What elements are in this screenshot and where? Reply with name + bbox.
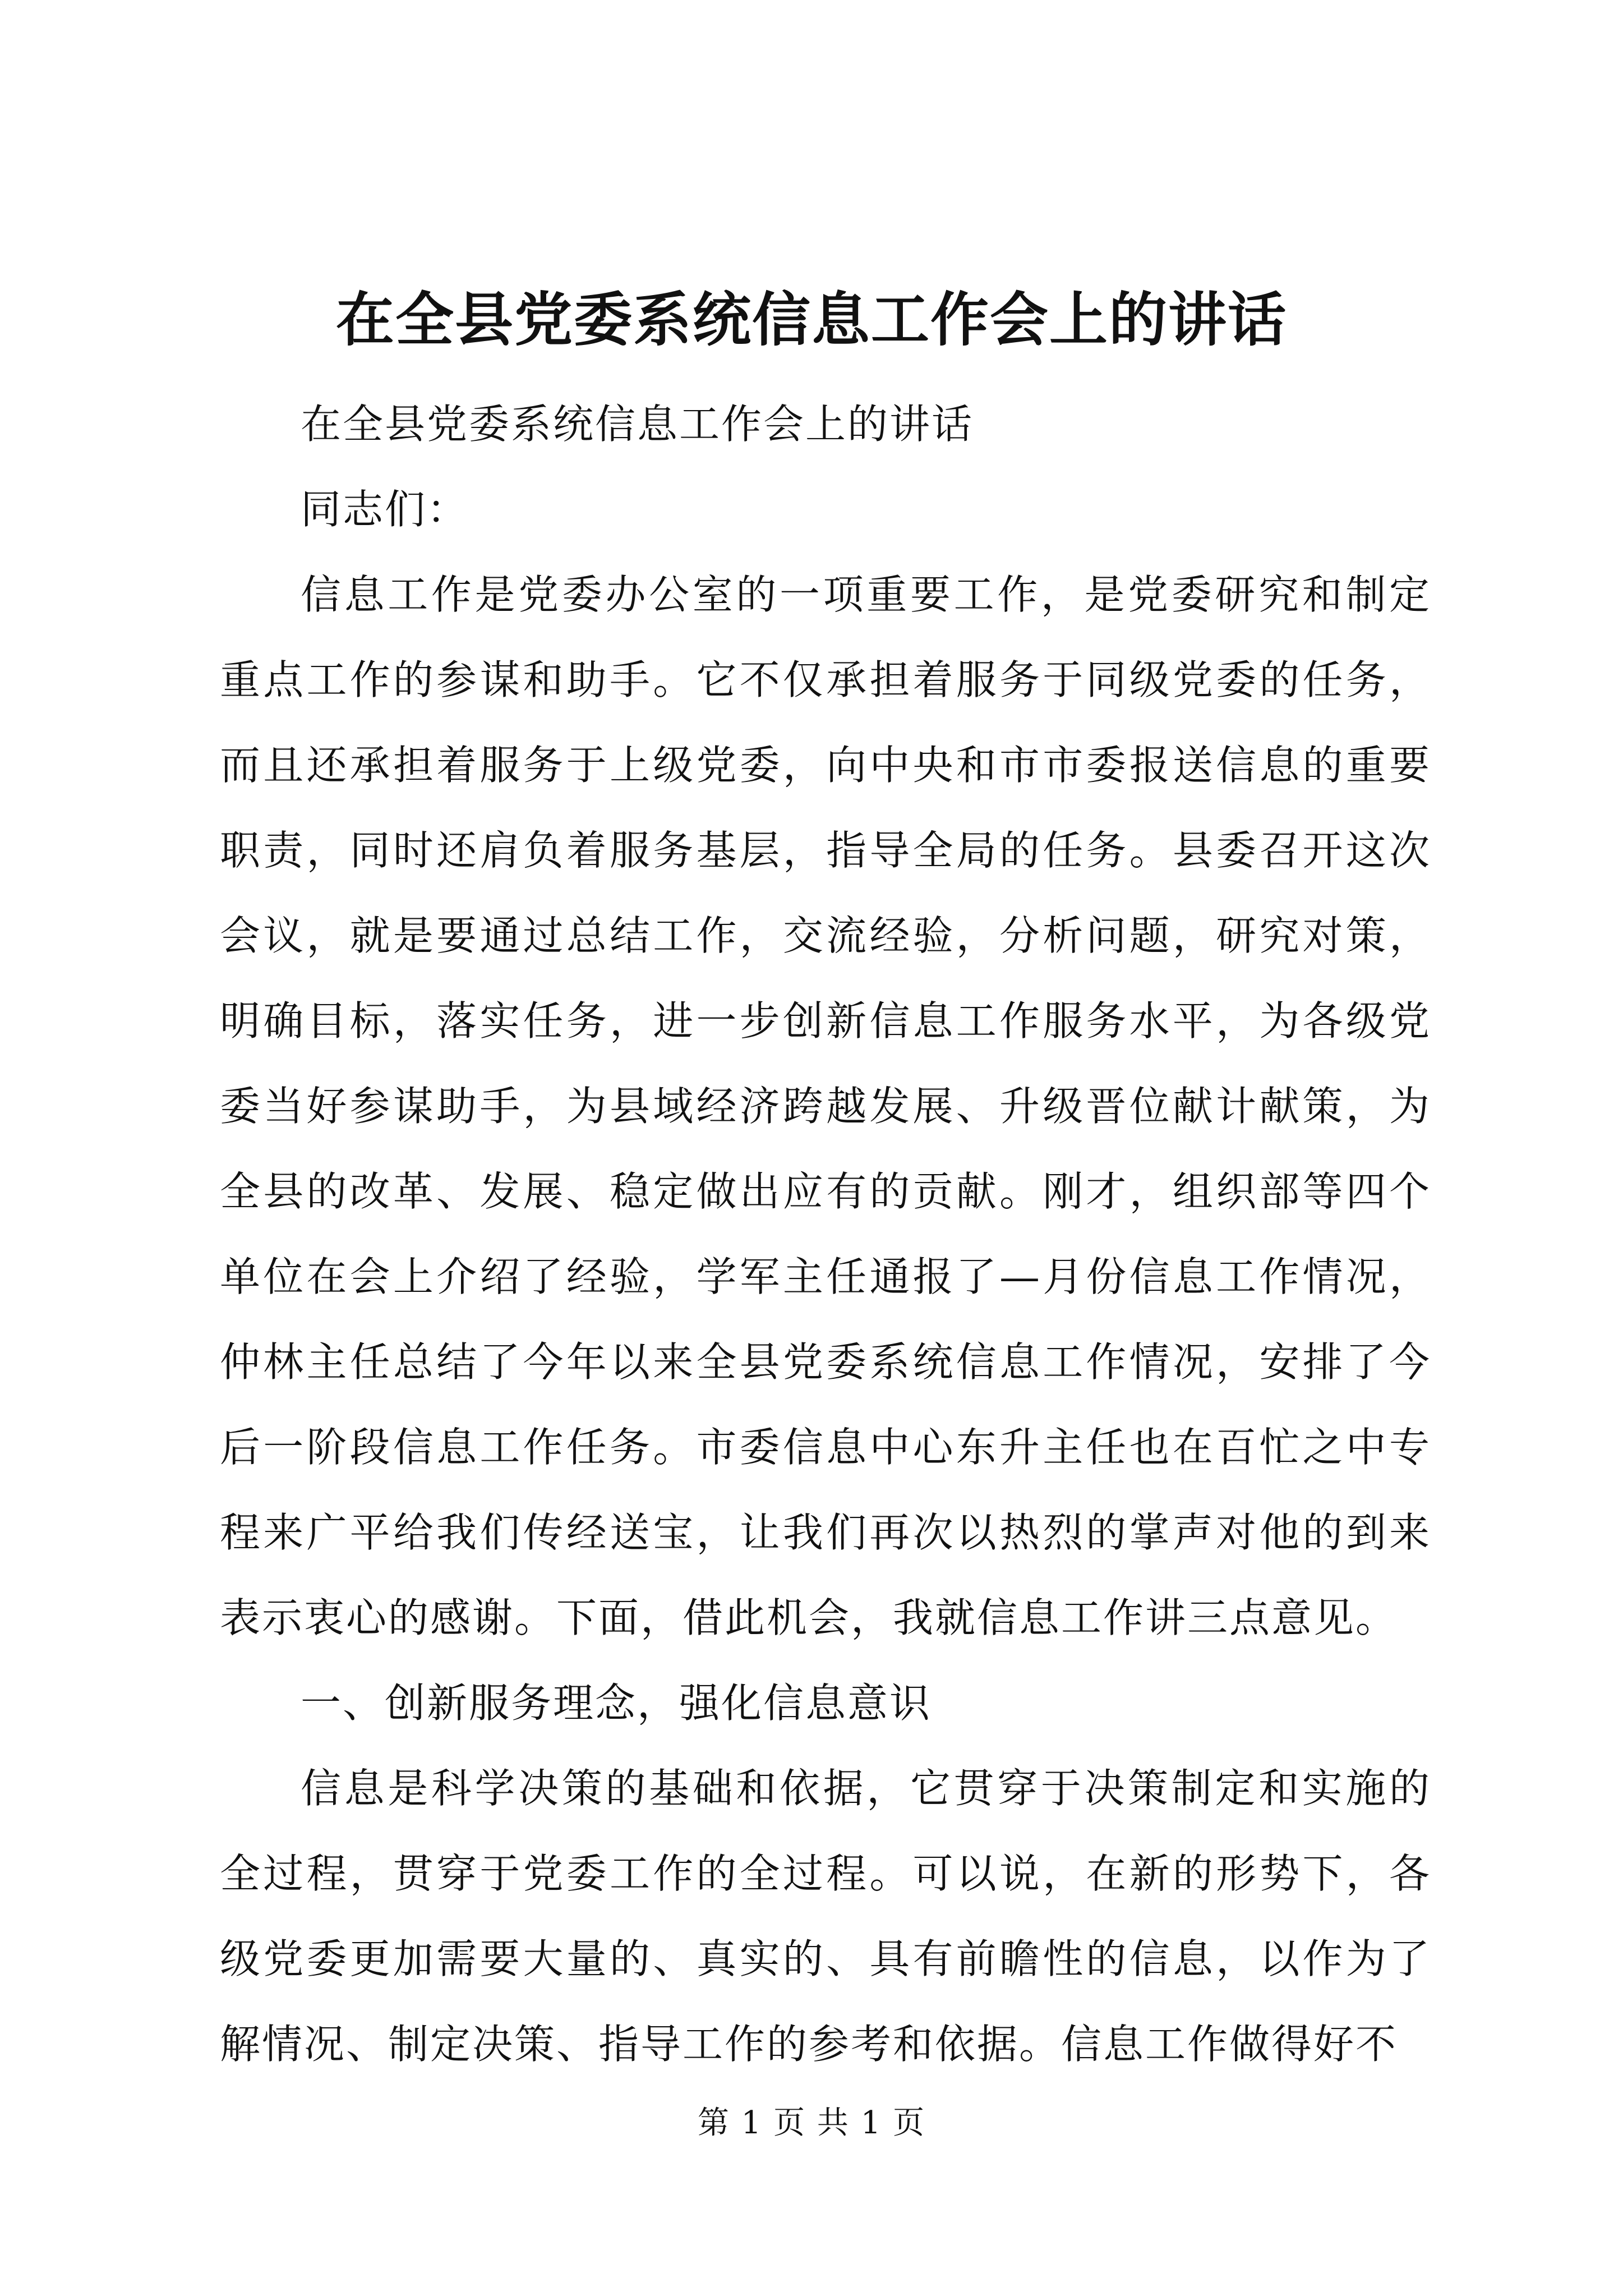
document-body — [220, 381, 1431, 2087]
subtitle-paragraph: 在全县党委系统信息工作会上的讲话 — [301, 401, 974, 448]
page-footer: 第 1 页 共 1 页 — [697, 2105, 926, 2141]
section-heading: 一、创新服务理念，强化信息意识 — [301, 1680, 932, 1727]
document-title: 在全县党委系统信息工作会上的讲话 — [335, 285, 1287, 354]
salutation-paragraph: 同志们： — [301, 486, 469, 533]
body-paragraph: 信息工作是党委办公室的一项重要工作，是党委研究和制定重点工作的参谋和助手。它不仅承担着服务于同级党委的任务，而且还承担着服务于上级党委，向中央和市市委报送信息的重要职责，同时还肩负着服务基层，指导全局的任务。县委召开这次会议，就是要通过总结工作，交流经验，分析问题，研究对策，明确目标，落实任务，进一步创新信息工作服务水平，为各级党委当好参谋助手，为县域经济跨越发展、升级晋位献计献策，为全县的改革、发展、稳定做出应有的贡献。刚才，组织部等四个单位在会上介绍了经验，学军主任通报了—月份信息工作情况，仲林主任总结了今年以来全县党委系统信息工作情况，安排了今后一阶段信息工作任务。市委信息中心东升主任也在百忙之中专程来广平给我们传经送宝，让我们再次以热烈的掌声对他的到来表示衷心的感谢。下面，借此机会，我就信息工作讲三点意见。 — [220, 571, 1431, 1641]
body-paragraph: 信息是科学决策的基础和依据，它贯穿于决策制定和实施的全过程，贯穿于党委工作的全过程。可以说，在新的形势下，各级党委更加需要大量的、真实的、具有前瞻性的信息，以作为了解情况、制定决策、指导工作的参考和依据。信息工作做得好不 — [220, 1765, 1431, 2068]
